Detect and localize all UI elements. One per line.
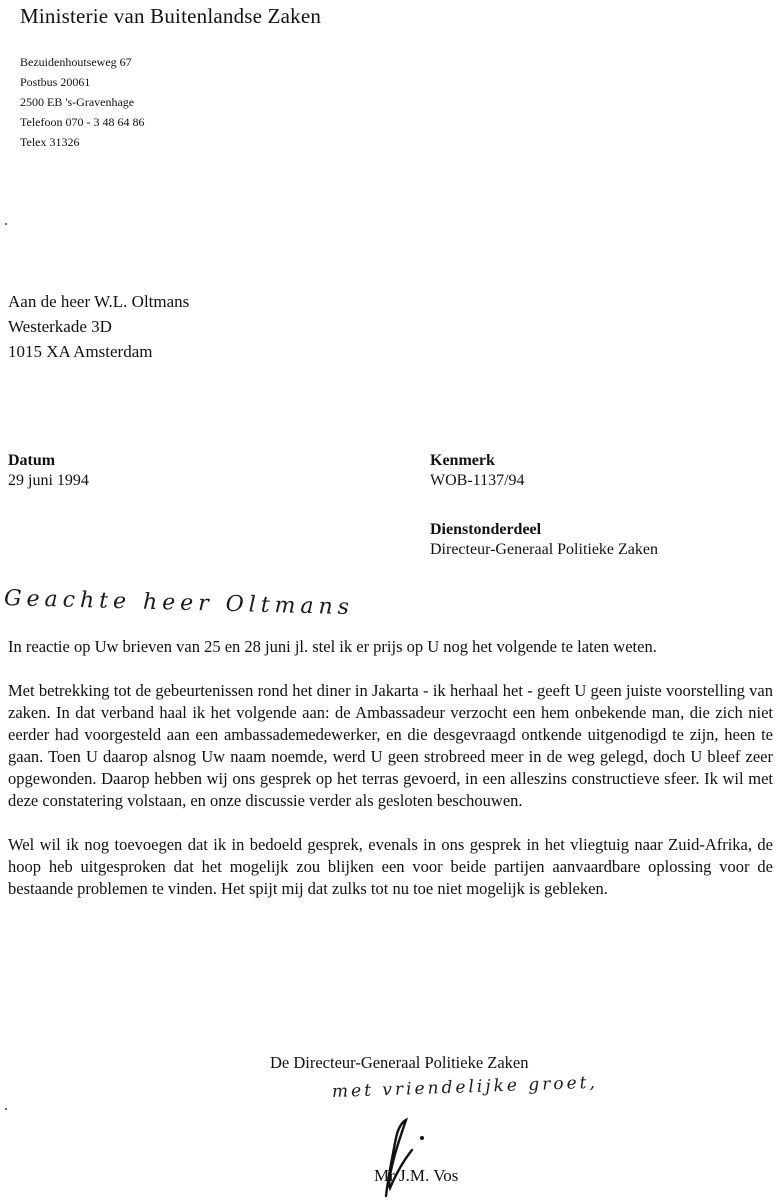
department-value: Directeur-Generaal Politieke Zaken — [430, 541, 659, 558]
address-line: 2500 EB 's-Gravenhage — [20, 95, 135, 109]
reference-label: Kenmerk — [430, 452, 495, 469]
signature-mark — [366, 1108, 436, 1200]
recipient-line: 1015 XA Amsterdam — [8, 342, 153, 361]
organization-name: Ministerie van Buitenlandse Zaken — [20, 4, 322, 28]
recipient-line: Westerkade 3D — [8, 317, 112, 336]
closing-title: De Directeur-Generaal Politieke Zaken — [270, 1053, 529, 1072]
department-block — [430, 521, 658, 559]
address-line: Telefoon 070 - 3 48 64 86 — [20, 115, 145, 129]
recipient-line: Aan de heer W.L. Oltmans — [8, 292, 190, 311]
date-block — [8, 452, 89, 490]
recipient-address — [8, 289, 189, 364]
signer-name: Mr J.M. Vos — [374, 1166, 459, 1185]
department-label: Dienstonderdeel — [430, 521, 542, 538]
scan-speck — [5, 223, 7, 225]
address-line: Telex 31326 — [20, 135, 80, 149]
date-value: 29 juni 1994 — [8, 472, 89, 489]
handwritten-salutation: Geachte heer Oltmans — [3, 586, 355, 621]
reference-block — [430, 452, 525, 490]
letter-body — [8, 636, 773, 922]
address-line: Bezuidenhoutseweg 67 — [20, 55, 132, 69]
reference-value: WOB-1137/94 — [430, 472, 525, 489]
scan-speck — [5, 1108, 7, 1110]
body-paragraph: Wel wil ik nog toevoegen dat ik in bedoeld gesprek, evenals in ons gesprek in het vliegtuig naar Zuid-Afrika, de hoop heb uitgesproken dat het mogelijk zou blijken een voor beide partijen aanvaardbare oplossing voor de bestaande problemen te vinden. Het spijt mij dat zulks tot nu toe niet mogelijk is gebleken. — [8, 835, 773, 898]
body-paragraph: In reactie op Uw brieven van 25 en 28 juni jl. stel ik er prijs op U nog het volgende te laten weten. — [8, 637, 657, 656]
body-paragraph: Met betrekking tot de gebeurtenissen rond het diner in Jakarta - ik herhaal het - geeft U geen juiste voorstelling van zaken. In dat verband haal ik het volgende aan: de Ambassadeur verzocht een hem onbekende man, die zich niet eerder had voorgesteld aan een ambassademedewerker, en die desgevraagd ontkende uitgenodigd te zijn, heen te gaan. Toen U daarop alsnog Uw naam noemde, werd U geen strobreed meer in de weg gelegd, doch U bleef zeer opgewonden. Daarop hebben wij ons gesprek op het terras gevoerd, in een alleszins constructieve sfeer. Ik wil met deze constatering volstaan, en onze discussie verder als gesloten beschouwen. — [8, 681, 773, 810]
date-label: Datum — [8, 452, 56, 469]
address-line: Postbus 20061 — [20, 75, 91, 89]
organization-address — [20, 52, 144, 152]
handwritten-greeting: met vriendelijke groet, — [331, 1072, 599, 1102]
